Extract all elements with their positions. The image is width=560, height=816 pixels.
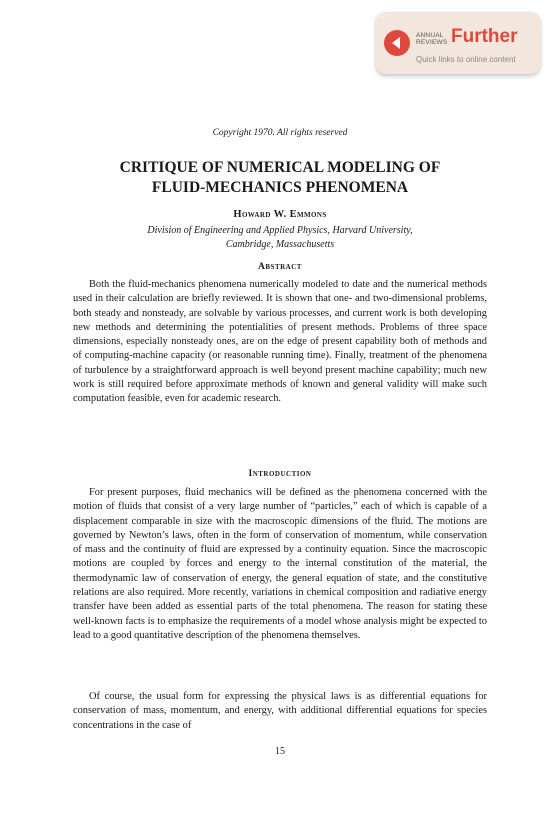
annual-reviews-logo-icon	[384, 30, 410, 56]
quick-links-label: Quick links to online content	[416, 55, 516, 64]
publisher-label: ANNUAL REVIEWS	[416, 32, 448, 46]
further-label: Further	[451, 26, 518, 47]
intro-paragraph-2: Of course, the usual form for expressing the physical laws is as differential equations for conservation of mass, momentum, and energy, with additional differential equations for species concentrations in the case of	[73, 691, 487, 731]
title-line-1: CRITIQUE OF NUMERICAL MODELING OF	[119, 159, 441, 176]
author-name: Howard W. Emmons	[233, 209, 327, 220]
copyright-notice: Copyright 1970. All rights reserved	[212, 128, 348, 138]
intro-paragraph-1: For present purposes, fluid mechanics will be defined as the phenomena concerned with the motion of fluids that consist of a very large number of “particles,” each of which is capable of a displacement comparable in size with the macroscopic dimensions of the fluid. The motions are governed by Newton’s laws, often in the form of conservation of momentum, while conservation of mass and the continuity of fluid are expressed by a continuity equation. Since the macroscopic motions are coupled by forces and energy to the internal constitution of the material, the thermodynamic law of conservation of energy, the general equation of state, and the constitutive relations are also required. More recently, variations in chemical composition and radiative energy transfer have been added as essential parts of the total phenomena. The reason for stating these well-known facts is to emphasize the requirements of a model whose analysis might be expected to lead to a good quantitative description of the phenomena themselves.	[73, 487, 487, 641]
abstract-text: Both the fluid-mechanics phenomena numerically modeled to date and the numerical methods used in their calculation are briefly reviewed. It is shown that one- and two-dimensional problems, both steady and nonsteady, are solvable by various processes, and current work is both developing new methods and determining the potentialities of present methods. Problems of three space dimensions, especially nonsteady ones, are on the edge of present capability both of methods and of computing-machine capacity (or reasonable running time). Finally, treatment of the phenomena of turbulence by a straightforward approach is well beyond present machine capability; much new work is still required before approximate methods of known and general validity will make such computation feasible, even for academic research.	[73, 279, 487, 405]
abstract-heading: Abstract	[258, 262, 302, 272]
title-line-2: FLUID-MECHANICS PHENOMENA	[151, 179, 409, 196]
page-number: 15	[275, 746, 285, 757]
further-banner[interactable]	[376, 12, 540, 74]
author-affiliation: Division of Engineering and Applied Physics, Harvard University, Cambridge, Massachusetts	[147, 225, 413, 250]
introduction-heading: Introduction	[248, 469, 312, 479]
paper-title	[40, 158, 520, 198]
